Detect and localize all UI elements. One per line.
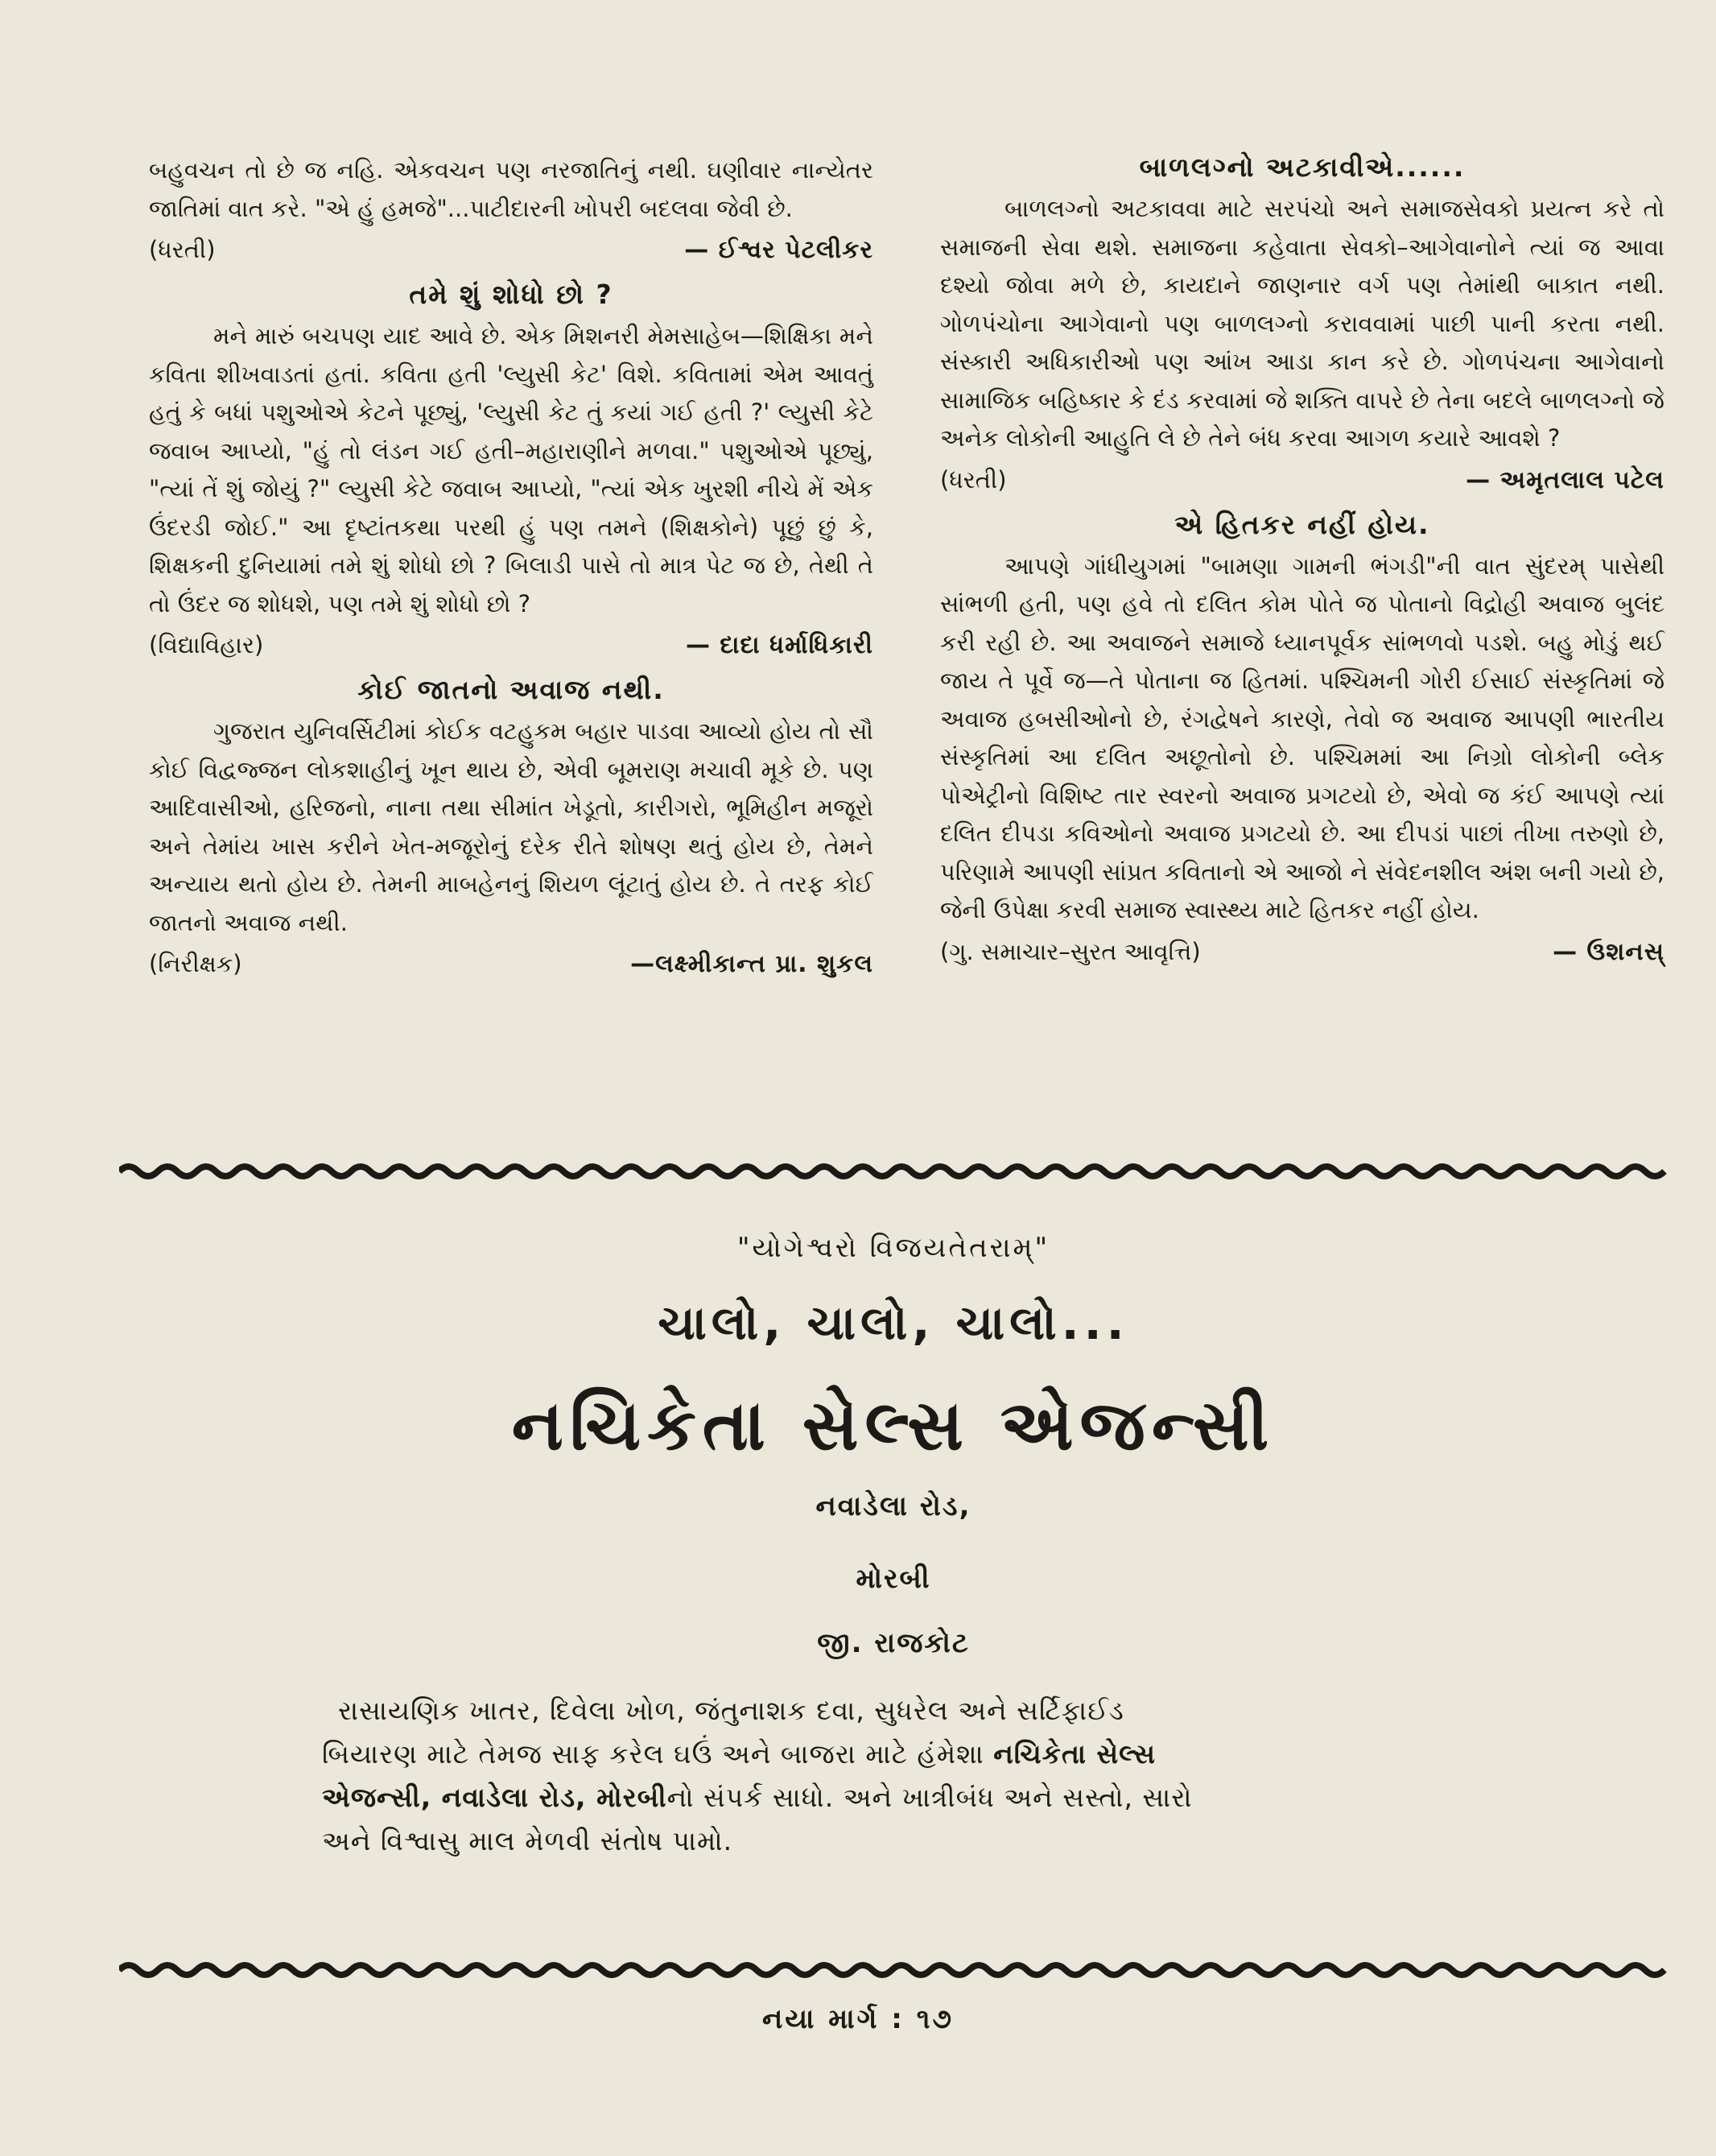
article-continuation-text: બહુવચન તો છે જ નહિ. એકવચન પણ નરજાતિનું નથી. ઘણીવાર નાન્યેતર જાતિમાં વાત કરે. "એ હું હમજે"...પાટીદારની ખોપરી બદલવા જેવી છે. xyxy=(149,156,873,222)
article-signature xyxy=(149,625,873,666)
left-column xyxy=(149,151,873,988)
article-source: (ધરતી) xyxy=(940,465,1007,494)
article-source: (વિદ્યાવિહાર) xyxy=(149,631,264,659)
ad-address-road: નવાડેલા રોડ, xyxy=(815,1490,971,1522)
ad-slogan: "યોગેશ્વરો વિજયતેતરામ્" xyxy=(736,1232,1050,1264)
wavy-line xyxy=(119,1965,1664,1975)
article-author: — અમૃતલાલ પટેલ xyxy=(1466,465,1664,494)
article-body: મને મારું બચપણ યાદ આવે છે. એક મિશનરી મેમસાહેબ—શિક્ષિકા મને કવિતા શીખવાડતાં હતાં. કવિતા હતી 'લ્યુસી કેટ' વિશે. કવિતામાં એમ આવતું હતું કે બધાં પશુઓએ કેટને પૂછ્યું, 'લ્યુસી કેટ તું કયાં ગઈ હતી ?' લ્યુસી કેટે જવાબ આપ્યો, "હું તો લંડન ગઈ હતી–મહારાણીને મળવા." પશુઓએ પૂછ્યું, "ત્યાં તેં શું જોયું ?" લ્યુસી કેટે જવાબ આપ્યો, "ત્યાં એક ખુરશી નીચે મેં એક ઉંદરડી જોઈ." આ દૃષ્ટાંતકથા પરથી હું પણ તમને (શિક્ષકોને) પૂછું છું કે, શિક્ષકની દુનિયામાં તમે શું શોધો છો ? બિલાડી પાસે તો માત્ર પેટ જ છે, તેથી તે તો ઉંદર જ શોધશે, પણ તમે શું શોધો છો ? xyxy=(149,322,873,617)
ad-address-city: મોરબી xyxy=(856,1563,931,1595)
article-signature xyxy=(940,460,1664,501)
article-body: બાળલગ્નો અટકાવવા માટે સરપંચો અને સમાજસેવકો પ્રયત્ન કરે તો સમાજની સેવા થશે. સમાજના કહેવાતા સેવકો–આગેવાનોને ત્યાં જ આવા દશ્યો જોવા મળે છે, કાયદાને જાણનાર વર્ગ પણ તેમાંથી બાકાત નથી. ગોળપંચોના આગેવાનો પણ બાળલગ્નો કરાવવામાં પાછી પાની કરતા નથી. સંસ્કારી અધિકારીઓ પણ આંખ આડા કાન કરે છે. ગોળપંચના આગેવાનો સામાજિક બહિષ્કાર કે દંડ કરવામાં જે શક્તિ વાપરે છે તેના બદલે બાળલગ્નો જે અનેક લોકોની આહુતિ લે છે તેને બંધ કરવા આગળ કયારે આવશે ? xyxy=(940,195,1664,452)
ad-body xyxy=(209,1689,1465,1863)
article-heading: કોઈ જાતનો અવાજ નથી. xyxy=(357,674,665,705)
ad-body-emphasis: નચિકેતા સેલ્સ xyxy=(993,1738,1157,1770)
article-signature xyxy=(149,229,873,271)
article-heading: એ હિતકર નહીં હોય. xyxy=(1174,508,1430,540)
ad-body-emphasis: એજન્સી, નવાડેલા રોડ, મોરબી xyxy=(322,1782,667,1813)
article-author: —લક્ષ્મીકાન્ત પ્રા. શુકલ xyxy=(630,950,873,978)
ad-agency-name: નચિકેતા સેલ્સ એજન્સી xyxy=(511,1386,1276,1466)
article-author: — ઈશ્વર પેટલીકર xyxy=(684,236,873,264)
ad-body-line xyxy=(209,1733,1465,1776)
article-source: (ગુ. સમાચાર–સુરત આવૃત્તિ) xyxy=(940,937,1201,965)
ad-call: ચાલો, ચાલો, ચાલો... xyxy=(658,1295,1129,1350)
advertisement xyxy=(119,1228,1668,1667)
article-source: (નિરીક્ષક) xyxy=(149,950,242,977)
ad-body-line xyxy=(209,1776,1465,1819)
wavy-divider-bottom xyxy=(119,1958,1668,1982)
article-signature xyxy=(940,931,1664,973)
wavy-divider-top xyxy=(119,1159,1668,1183)
article-heading: બાળલગ્નો અટકાવીએ...... xyxy=(1139,151,1466,183)
article-body: ગુજરાત યુનિવર્સિટીમાં કોઈક વટહુકમ બહાર પાડવા આવ્યો હોય તો સૌ કોઈ વિદ્વજ્જન લોકશાહીનું ખૂન થાય છે, એવી બૂમરાણ મચાવી મૂકે છે. પણ આદિવાસીઓ, હરિજનો, નાના તથા સીમાંત ખેડૂતો, કારીગરો, ભૂમિહીન મજૂરો અને તેમાંય ખાસ કરીને ખેત-મજૂરોનું દરેક રીતે શોષણ થતું હોય છે, તેમને અન્યાય થતો હોય છે. તેમની માબહેનનું શિયળ લૂંટાતું હોય છે. તે તરફ કોઈ જાતનો અવાજ નથી. xyxy=(149,717,873,936)
page-footer: નયા માર્ગ : ૧૭ xyxy=(761,2003,955,2035)
right-column xyxy=(940,151,1664,976)
ad-body-line: રાસાયણિક ખાતર, દિવેલા ખોળ, જંતુનાશક દવા, સુધરેલ અને સર્ટિફાઈડ xyxy=(338,1695,1124,1726)
article-signature xyxy=(149,944,873,985)
ad-body-text: નો સંપર્ક સાધો. અને ખાત્રીબંધ અને સસ્તો, સારો xyxy=(666,1782,1193,1813)
article-body: આપણે ગાંધીયુગમાં "બામણા ગામની ભંગડી"ની વાત સુંદરમ્ પાસેથી સાંભળી હતી, પણ હવે તો દલિત કોમ પોતે જ પોતાનો વિદ્રોહી અવાજ બુલંદ કરી રહી છે. આ અવાજને સમાજે ધ્યાનપૂર્વક સાંભળવો પડશે. બહુ મોડું થઈ જાય તે પૂર્વે જ—તે પોતાના જ હિતમાં. પશ્ચિમની ગોરી ઈસાઈ સંસ્કૃતિમાં જે અવાજ હબસીઓનો છે, રંગદ્વેષને કારણે, તેવો જ અવાજ આપણી ભારતીય સંસ્કૃતિમાં આ દલિત અછૂતોનો છે. પશ્ચિમમાં આ નિગ્રો લોકોની બ્લેક પોએટ્રીનો વિશિષ્ટ તાર સ્વરનો અવાજ પ્રગટયો છે, એવો જ કંઈ આપણે ત્યાં દલિત દીપડા કવિઓનો અવાજ પ્રગટયો છે. આ દીપડાં પાછાં તીખા તરુણો છે, પરિણામે આપણી સાંપ્રત કવિતાનો એ આજો ને સંવેદનશીલ અંશ બની ગયો છે, જેની ઉપેક્ષા કરવી સમાજ સ્વાસ્થ્ય માટે હિતકર નહીં હોય. xyxy=(940,551,1664,923)
wavy-line xyxy=(119,1167,1664,1176)
article-source: (ધરતી) xyxy=(149,236,216,263)
article-author: — ઉશનસ્ xyxy=(1553,937,1664,966)
article-heading: તમે શું શોધો છો ? xyxy=(409,279,613,310)
ad-body-text: બિયારણ માટે તેમજ સાફ કરેલ ઘઉં અને બાજરા માટે હંમેશા xyxy=(322,1738,994,1770)
ad-body-line: અને વિશ્વાસુ માલ મેળવી સંતોષ પામો. xyxy=(322,1825,733,1857)
article-author: — દાદા ધર્માધિકારી xyxy=(685,631,873,659)
ad-address-district: જી. રાજકોટ xyxy=(817,1627,970,1659)
